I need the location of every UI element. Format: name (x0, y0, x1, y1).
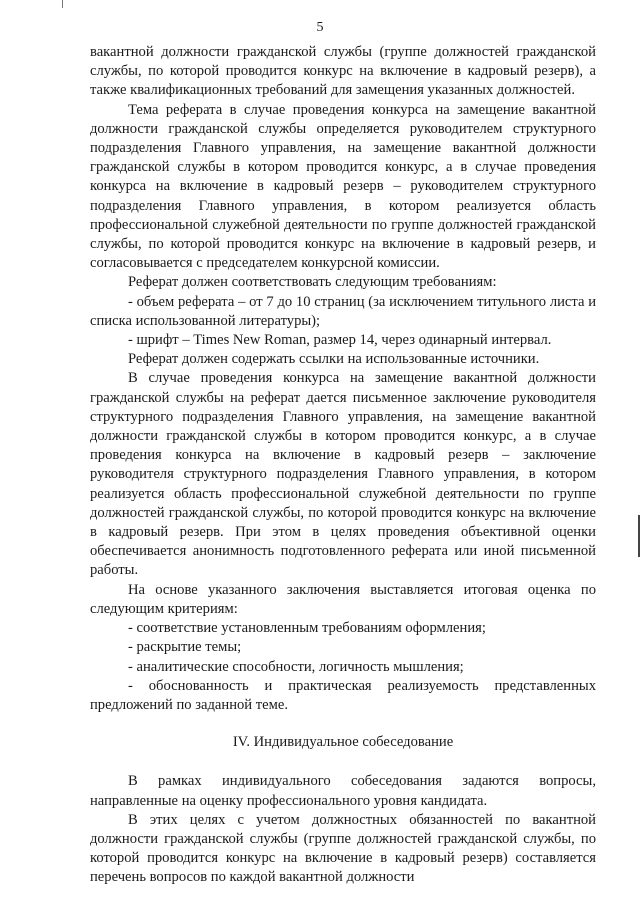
list-item-criterion-topic: - раскрытие темы; (128, 639, 242, 656)
paragraph-essay-references: Реферат должен содержать ссылки на использованные источники. (128, 351, 540, 368)
document-body (90, 43, 596, 888)
paragraph-interview-intro: В рамках индивидуального собеседования задаются вопросы, направленные на оценку профессионального уровня кандидата. (90, 773, 596, 809)
paragraph-continuation: вакантной должности гражданской службы (группе должностей гражданской службы, по которой проводится конкурс на включение в кадровый резерв), а также квалификационных требований для замещения указанных должностей. (90, 44, 596, 99)
list-item-criterion-formatting: - соответствие установленным требованиям оформления; (128, 620, 486, 637)
list-item-criterion-analytics: - аналитические способности, логичность мышления; (128, 658, 464, 675)
section-heading: IV. Индивидуальное собеседование (232, 734, 454, 751)
scan-mark-top (62, 0, 63, 8)
list-item-essay-font: - шрифт – Times New Roman, размер 14, через одинарный интервал. (128, 332, 552, 349)
paragraph-final-assessment: На основе указанного заключения выставляется итоговая оценка по следующим критериям: (90, 581, 596, 617)
paragraph-essay-conclusion: В случае проведения конкурса на замещение вакантной должности гражданской службы на реферат дается письменное заключение руководителя структурного подразделения Главного управления, на замещение вакантной должности гражданской службы в котором проводится конкурс, а в случае проведения конкурса на включение в кадровый резерв – заключение руководителя структурного подразделения Главного управления, в котором реализуется область профессиональной служебной деятельности по группе должностей гражданской службы, по которой проводится конкурс на включение в кадровый резерв. При этом в целях проведения объективной оценки обеспечивается анонимность подготовленного реферата или иной письменной работы. (90, 370, 596, 579)
paragraph-interview-questions: В этих целях с учетом должностных обязанностей по вакантной должности гражданской службы (группе должностей гражданской службы, по которой проводится конкурс на включение в кадровый резерв) составляется перечень вопросов по каждой вакантной должности (90, 811, 596, 886)
list-item-criterion-feasibility: - обоснованность и практическая реализуемость представленных предложений по заданной теме. (90, 677, 596, 713)
paragraph-essay-requirements-intro: Реферат должен соответствовать следующим требованиям: (128, 274, 497, 291)
list-item-essay-volume: - объем реферата – от 7 до 10 страниц (за исключением титульного листа и списка использованной литературы); (90, 293, 596, 329)
page-number: 5 (316, 20, 324, 35)
paragraph-essay-topic: Тема реферата в случае проведения конкурса на замещение вакантной должности гражданской службы определяется руководителем структурного подразделения Главного управления, на замещение вакантной должности гражданской службы в котором проводится конкурс, а в случае проведения конкурса на включение в кадровый резерв – руководителем структурного подразделения Главного управления, в котором реализуется область профессиональной служебной деятельности по группе должностей гражданской службы, по которой проводится конкурс на включение в кадровый резерв, и согласовывается с председателем конкурсной комиссии. (90, 101, 596, 272)
